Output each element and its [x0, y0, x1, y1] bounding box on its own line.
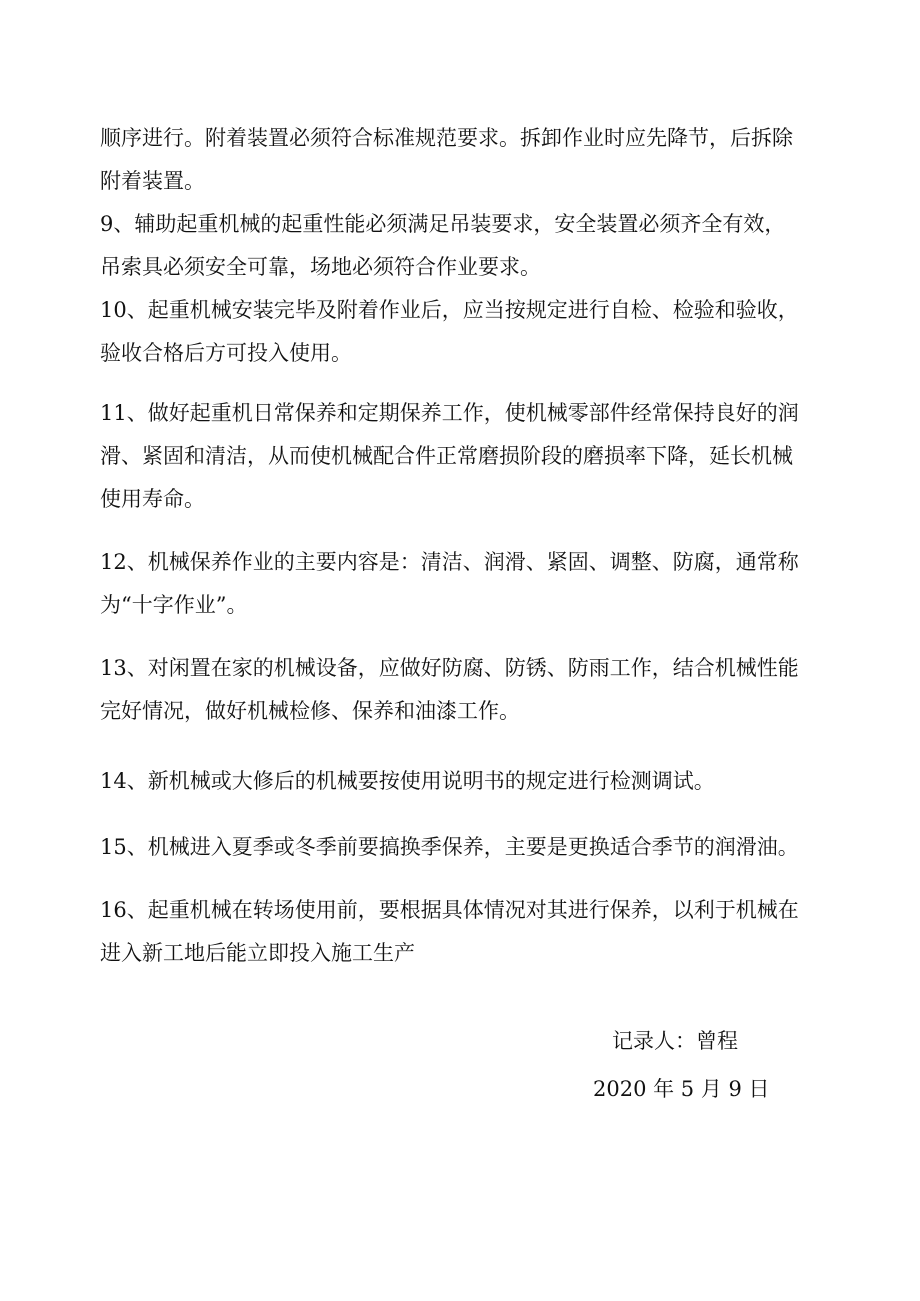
paragraph-line: 使用寿命。 [100, 487, 205, 511]
paragraph-line: 16、起重机械在转场使用前，要根据具体情况对其进行保养，以利于机械在 [100, 898, 799, 922]
paragraph-line: 13、对闲置在家的机械设备，应做好防腐、防锈、防雨工作，结合机械性能 [100, 656, 799, 680]
recorder-signature: 记录人：曾程 [612, 1029, 738, 1053]
paragraph-line: 进入新工地后能立即投入施工生产 [100, 941, 415, 965]
paragraph-line: 为“十字作业”。 [100, 593, 248, 617]
paragraph-line: 15、机械进入夏季或冬季前要搞换季保养，主要是更换适合季节的润滑油。 [100, 835, 799, 859]
paragraph-line: 12、机械保养作业的主要内容是：清洁、润滑、紧固、调整、防腐，通常称 [100, 550, 799, 574]
paragraph-line: 11、做好起重机日常保养和定期保养工作，使机械零部件经常保持良好的润 [100, 401, 799, 425]
paragraph-line: 附着装置。 [100, 169, 205, 193]
paragraph-line: 14、新机械或大修后的机械要按使用说明书的规定进行检测调试。 [100, 769, 715, 793]
paragraph-line: 完好情况，做好机械检修、保养和油漆工作。 [100, 699, 520, 723]
paragraph-line: 吊索具必须安全可靠，场地必须符合作业要求。 [100, 255, 541, 279]
record-date: 2020 年 5 月 9 日 [593, 1077, 770, 1101]
paragraph-line: 滑、紧固和清洁，从而使机械配合件正常磨损阶段的磨损率下降，延长机械 [100, 444, 793, 468]
paragraph-line: 验收合格后方可投入使用。 [100, 341, 352, 365]
paragraph-line: 9、辅助起重机械的起重性能必须满足吊装要求，安全装置必须齐全有效， [100, 212, 786, 236]
paragraph-line: 10、起重机械安装完毕及附着作业后，应当按规定进行自检、检验和验收， [100, 298, 799, 322]
paragraph-line: 顺序进行。附着装置必须符合标准规范要求。拆卸作业时应先降节，后拆除 [100, 126, 793, 150]
